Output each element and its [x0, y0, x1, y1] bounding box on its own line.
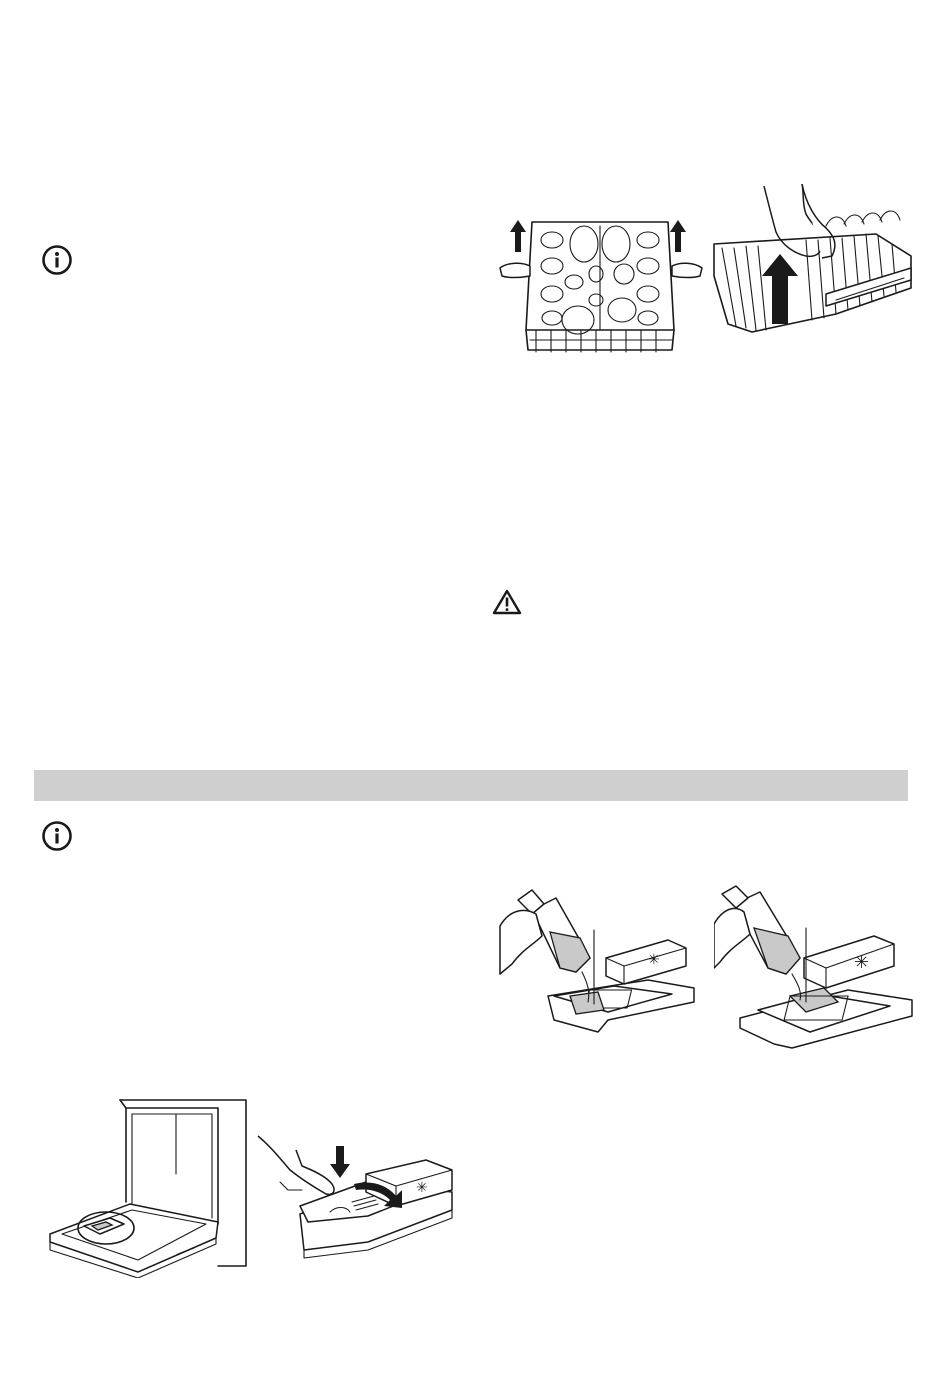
dishwasher-open-door-figure: [48, 1094, 252, 1278]
info-icon: [41, 820, 73, 857]
info-icon: [41, 244, 73, 281]
section-heading-bar: [34, 770, 908, 801]
basket-lift-figure: [496, 212, 706, 362]
svg-text:✳: ✳: [416, 1180, 428, 1196]
rinse-aid-pour-figure-2: [714, 884, 914, 1054]
rinse-aid-pour-figure-1: [498, 884, 698, 1044]
basket-hand-lift-figure: [706, 184, 916, 344]
dispenser-lid-press-figure: [256, 1130, 456, 1260]
warning-icon: [492, 589, 522, 620]
svg-text:✳: ✳: [854, 952, 870, 973]
svg-text:✳: ✳: [648, 952, 660, 968]
